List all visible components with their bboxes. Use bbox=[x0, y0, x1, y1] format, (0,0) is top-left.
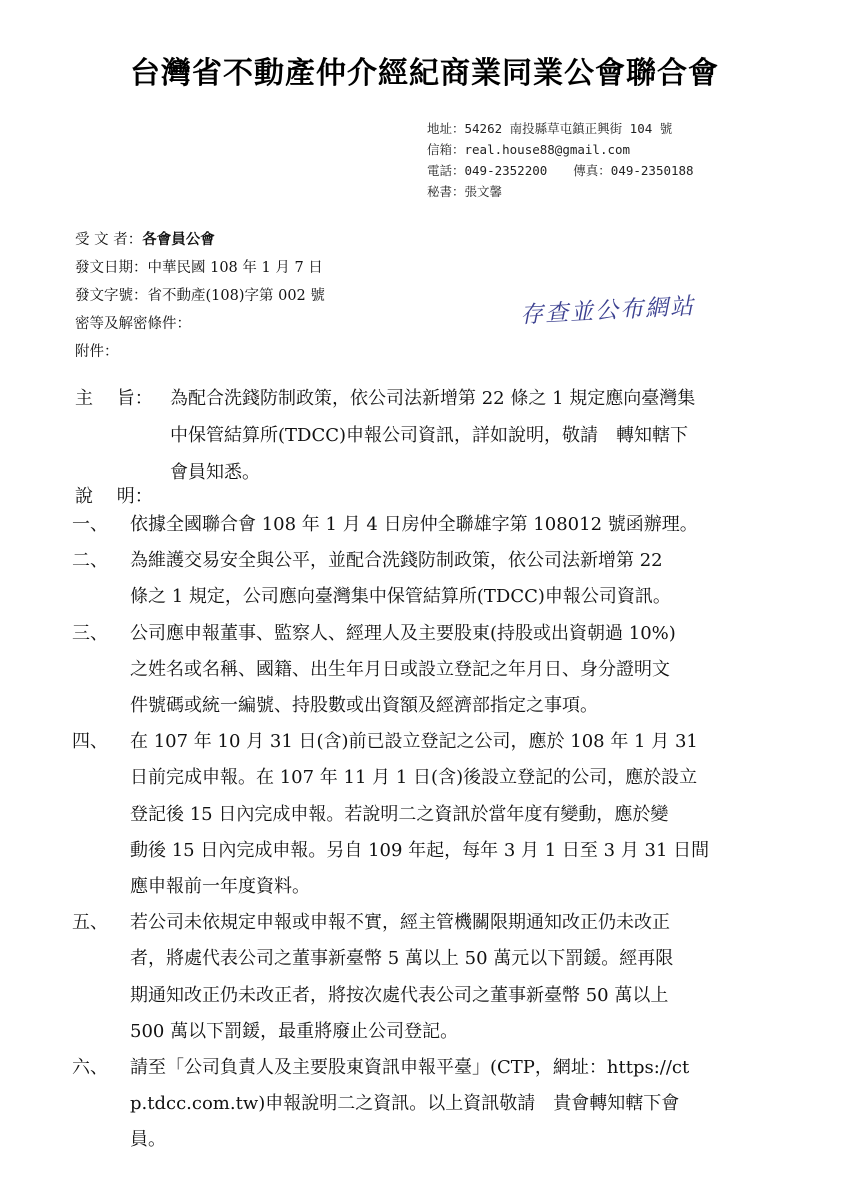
subject-section bbox=[75, 380, 810, 491]
item-line: 若公司未依規定申報或申報不實，經主管機關限期通知改正仍未改正 bbox=[130, 912, 670, 934]
item-line: 者，將處代表公司之董事新臺幣 5 萬以上 50 萬元以下罰鍰。經再限 bbox=[130, 948, 674, 970]
subject-label: 主 旨： bbox=[75, 388, 153, 409]
recipient-line bbox=[75, 226, 325, 254]
recipient-label: 受 文 者： bbox=[75, 232, 143, 248]
item-number: 三、 bbox=[72, 622, 108, 644]
item-line: p.tdcc.com.tw)申報說明二之資訊。以上資訊敬請 貴會轉知轄下會 bbox=[130, 1093, 680, 1115]
email-line: 信箱：real.house88@gmail.com bbox=[427, 142, 631, 157]
subject-line: 中保管結算所(TDCC)申報公司資訊，詳如說明，敬請 轉知轄下 bbox=[170, 425, 689, 446]
item-number: 二、 bbox=[72, 550, 108, 572]
recipient-value: 各會員公會 bbox=[142, 231, 215, 248]
phone-text: 電話：049-2352200 bbox=[427, 163, 548, 178]
item-line: 條之 1 規定，公司應向臺灣集中保管結算所(TDCC)申報公司資訊。 bbox=[130, 586, 671, 608]
item-body bbox=[130, 507, 807, 543]
item-line: 為維護交易安全與公平，並配合洗錢防制政策，依公司法新增第 22 bbox=[130, 550, 663, 572]
address-line: 地址：54262 南投縣草屯鎮正興街 104 號 bbox=[427, 121, 673, 136]
item-line: 日前完成申報。在 107 年 11 月 1 日(含)後設立登記的公司，應於設立 bbox=[130, 767, 698, 789]
explanation-list bbox=[72, 507, 807, 1159]
item-line: 之姓名或名稱、國籍、出生年月日或設立登記之年月日、身分證明文 bbox=[130, 658, 670, 680]
document-title: 台灣省不動產仲介經紀商業同業公會聯合會 bbox=[130, 56, 719, 91]
item-body bbox=[130, 616, 807, 725]
item-number: 一、 bbox=[72, 514, 108, 535]
item-body bbox=[130, 724, 807, 905]
contact-block bbox=[427, 118, 694, 202]
secretary-line: 秘書：張文馨 bbox=[427, 184, 503, 199]
item-line: 員。 bbox=[130, 1129, 166, 1151]
item-line: 登記後 15 日內完成申報。若說明二之資訊於當年度有變動，應於變 bbox=[130, 803, 669, 825]
item-line: 應申報前一年度資料。 bbox=[130, 876, 310, 898]
explanation-item bbox=[72, 724, 807, 905]
subject-line: 為配合洗錢防制政策，依公司法新增第 22 條之 1 規定應向臺灣集 bbox=[170, 388, 696, 409]
item-line: 件號碼或統一編號、持股數或出資額及經濟部指定之事項。 bbox=[130, 695, 598, 717]
explanation-item bbox=[72, 1050, 807, 1159]
item-body bbox=[130, 905, 807, 1050]
item-line: 動後 15 日內完成申報。另自 109 年起，每年 3 月 1 日至 3 月 31 日間 bbox=[130, 839, 710, 861]
item-line: 請至「公司負責人及主要股東資訊申報平臺」(CTP，網址：https://ct bbox=[130, 1057, 690, 1079]
explanation-item bbox=[72, 507, 807, 543]
fax-text: 傳真：049-2350188 bbox=[573, 163, 694, 178]
item-number: 六、 bbox=[72, 1057, 108, 1079]
item-line: 500 萬以下罰鍰，最重將廢止公司登記。 bbox=[130, 1020, 459, 1042]
explanation-item bbox=[72, 905, 807, 1050]
meta-block bbox=[75, 226, 325, 366]
phone-fax-line bbox=[427, 160, 694, 181]
explanation-label: 說 明： bbox=[75, 486, 153, 507]
item-line: 依據全國聯合會 108 年 1 月 4 日房仲全聯雄字第 108012 號函辦理。 bbox=[130, 514, 698, 535]
item-number: 四、 bbox=[72, 731, 108, 753]
item-line: 在 107 年 10 月 31 日(含)前已設立登記之公司，應於 108 年 1 月 31 bbox=[130, 731, 698, 753]
item-number: 五、 bbox=[72, 912, 108, 934]
explanation-item bbox=[72, 543, 807, 615]
security-line: 密等及解密條件： bbox=[75, 316, 191, 332]
item-body bbox=[130, 543, 807, 615]
item-line: 公司應申報董事、監察人、經理人及主要股東(持股或出資朝過 10%) bbox=[130, 622, 676, 644]
explanation-item bbox=[72, 616, 807, 725]
subject-line: 會員知悉。 bbox=[170, 462, 260, 483]
doc-number-line: 發文字號：省不動產(108)字第 002 號 bbox=[75, 288, 325, 304]
subject-text bbox=[170, 380, 810, 491]
item-line: 期通知改正仍未改正者，將按次處代表公司之董事新臺幣 50 萬以上 bbox=[130, 984, 669, 1006]
attachment-line: 附件： bbox=[75, 344, 119, 360]
item-body bbox=[130, 1050, 807, 1159]
date-line: 發文日期：中華民國 108 年 1 月 7 日 bbox=[75, 260, 323, 276]
handwritten-note: 存查並公布網站 bbox=[519, 293, 696, 329]
